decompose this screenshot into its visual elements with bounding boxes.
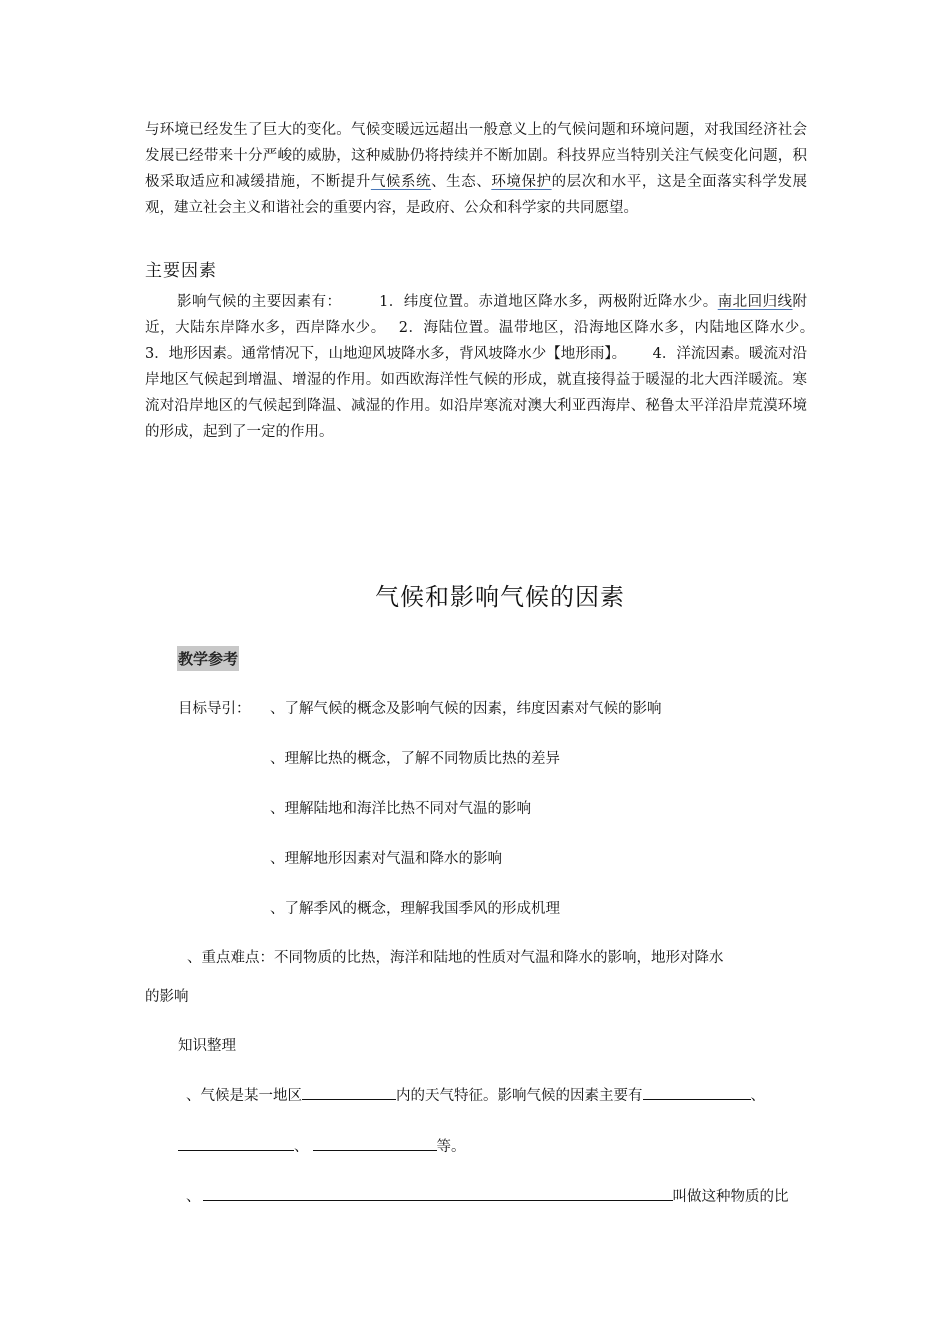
goals-label: 目标导引： (178, 701, 251, 717)
question-1 (186, 1083, 765, 1105)
answer-blank[interactable] (203, 1184, 673, 1201)
question-2 (186, 1184, 789, 1206)
question-text: 内的天气特征。影响气候的因素主要有 (396, 1088, 643, 1104)
goal-item: 、了解季风的概念，理解我国季风的形成机理 (270, 901, 560, 917)
section-heading: 主要因素 (145, 261, 217, 281)
question-text: 、气候是某一地区 (186, 1088, 302, 1104)
intro-text: 、生态、 (431, 174, 492, 190)
question-1-cont (178, 1134, 466, 1156)
key-points: 、重点难点：不同物质的比热，海洋和陆地的性质对气温和降水的影响，地形对降水 (187, 950, 724, 966)
answer-blank[interactable] (178, 1134, 294, 1151)
climate-system-link[interactable]: 气候系统 (370, 174, 432, 190)
factors-text: 影响气候的主要因素有： 1．纬度位置。赤道地区降水多，两极附近降水少。 (177, 294, 718, 310)
intro-paragraph (145, 117, 807, 221)
intro-text: 与环境已经发生了巨大的变化。气候变暖远远超出一般意义上的气候问题和环境问题，对我国经济社会发展已经带来十分严峻的威胁，这种威胁仍将持续并不断加剧。科技界应当特别关注气候变化问题，积极采取适应和减缓措施，不断提升 (145, 122, 807, 190)
tropics-link[interactable]: 南北回归线 (717, 294, 793, 310)
knowledge-heading: 知识整理 (178, 1038, 236, 1054)
question-text: 、 (186, 1189, 201, 1205)
answer-blank[interactable] (643, 1083, 751, 1100)
goal-item: 、理解地形因素对气温和降水的影响 (270, 851, 502, 867)
goal-item: 、了解气候的概念及影响气候的因素，纬度因素对气候的影响 (270, 701, 662, 717)
intro-text: 的层次和水平，这是全面落实科学发展观，建立社会主义和谐社会的重要内容，是政府、公众和科学家的共同愿望。 (145, 174, 808, 216)
answer-blank[interactable] (313, 1134, 437, 1151)
goal-item: 、理解比热的概念，了解不同物质比热的差异 (270, 751, 560, 767)
page-title: 气候和影响气候的因素 (375, 583, 625, 611)
question-text: 叫做这种物质的比 (672, 1189, 789, 1205)
environment-protection-link[interactable]: 环境保护 (491, 174, 552, 190)
question-text: 等。 (436, 1139, 466, 1155)
question-text: 、 (294, 1139, 309, 1155)
factors-text: 附近，大陆东岸降水多，西岸降水少。 2．海陆位置。温带地区，沿海地区降水多，内陆地区降水少。 3．地形因素。通常情况下，山地迎风坡降水多，背风坡降水少【地形雨】。 4．洋流因素。暖流对沿岸地区气候起到增温、增湿的作用。如西欧海洋性气候的形成，就直接得益于暖湿的北大西洋暖流。寒流对沿岸地区的气候起到降温、减湿的作用。如沿岸寒流对澳大利亚西海岸、秘鲁太平洋沿岸荒漠环境的形成，起到了一定的作用。 (145, 294, 841, 440)
question-text: 、 (750, 1088, 765, 1104)
key-points-cont: 的影响 (145, 989, 189, 1005)
goal-item: 、理解陆地和海洋比热不同对气温的影响 (270, 801, 531, 817)
teaching-reference-label: 教学参考 (177, 646, 239, 671)
answer-blank[interactable] (302, 1083, 396, 1100)
factors-paragraph (145, 289, 841, 445)
